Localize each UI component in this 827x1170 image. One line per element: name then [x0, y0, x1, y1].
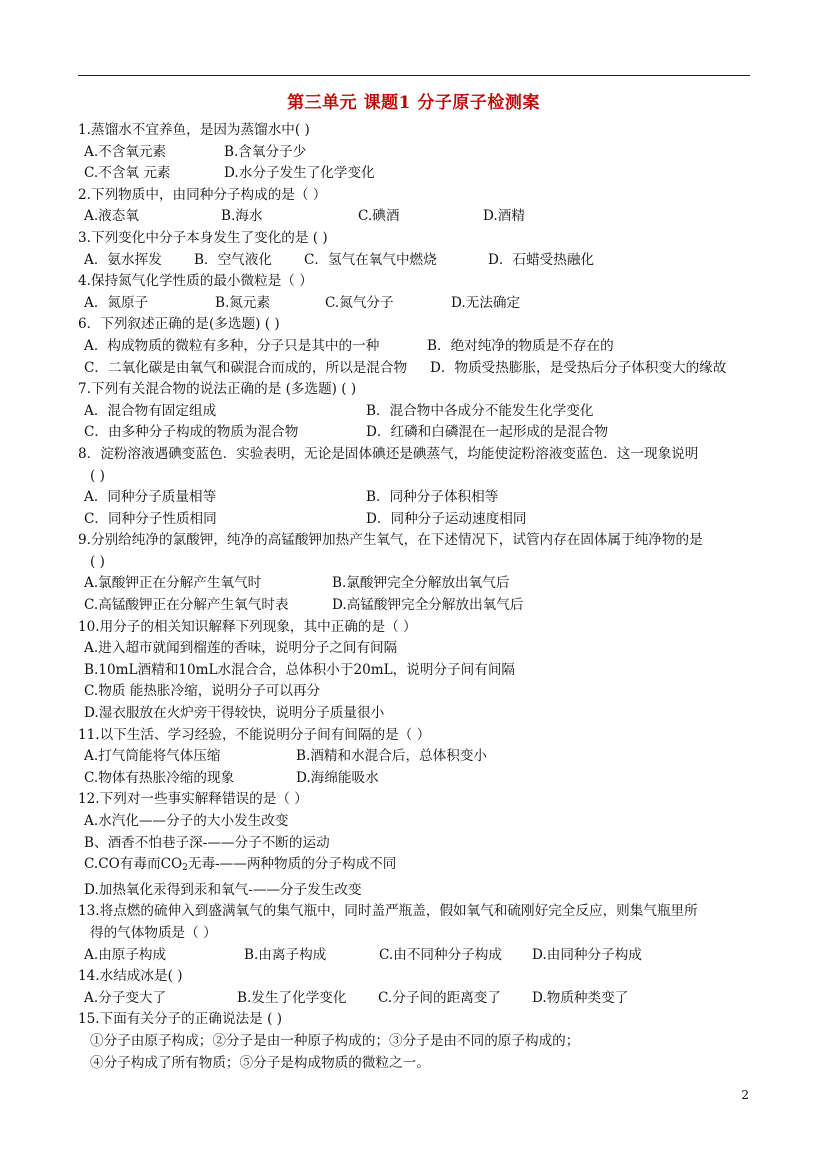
options-row: [78, 509, 754, 531]
option-b: B.发生了化学变化: [237, 989, 347, 1006]
option-c: C.分子间的距离变了: [378, 989, 501, 1006]
question-6: 6．下列叙述正确的是(多选题) ( ): [78, 316, 280, 333]
option-c: C.由不同种分子构成: [379, 946, 502, 963]
answer-blank: ( ): [90, 467, 105, 484]
option-d: D.物质种类变了: [532, 989, 629, 1006]
statement-line-1: ①分子由原子构成；②分子是由一种原子构成的；③分子是由不同的原子构成的；: [90, 1032, 580, 1049]
option-a: A．氨水挥发: [84, 251, 162, 268]
option-b: B．绝对纯净的物质是不存在的: [427, 337, 614, 354]
option-d: D.无法确定: [451, 294, 521, 311]
question-10: 10.用分子的相关知识解释下列现象，其中正确的是（ ）: [78, 618, 417, 635]
page-title: 第三单元 课题1 分子原子检测案: [287, 93, 540, 113]
option-a: A.由原子构成: [84, 946, 167, 963]
option-a: A.氯酸钾正在分解产生氧气时: [84, 575, 262, 592]
options-row: [78, 293, 754, 315]
option-b: B.海水: [221, 208, 263, 225]
option-d: D.加热氧化汞得到汞和氧气-——分子发生改变: [84, 881, 362, 898]
option-c: C.高锰酸钾正在分解产生氧气时表: [84, 597, 289, 614]
option-c: C．由多种分子构成的物质为混合物: [84, 424, 299, 441]
option-c: C．二氧化碳是由氧气和碳混合而成的，所以是混合物: [84, 359, 408, 376]
question-list: [78, 120, 754, 1074]
option-d: D.由同种分子构成: [532, 946, 642, 963]
options-row: [78, 401, 754, 423]
option-b: B.氮元素: [215, 294, 271, 311]
option-b: B．混合物中各成分不能发生化学变化: [366, 402, 594, 419]
options-row: [78, 487, 754, 509]
options-row: [78, 573, 754, 595]
option-c-text-tail: 无毒-——两种物质的分子构成不同: [187, 856, 397, 873]
question-7: 7.下列有关混合物的说法正确的是 (多选题) ( ): [78, 381, 357, 398]
option-d: D.水分子发生了化学变化: [224, 165, 375, 182]
option-c: C.碘酒: [358, 208, 400, 225]
option-a: A.不含氧元素: [84, 143, 167, 160]
option-b: B.酒精和水混合后，总体积变小: [296, 748, 488, 765]
question-9: 9.分别给纯净的氯酸钾，纯净的高锰酸钾加热产生氧气，在下述情况下，试管内存在固体属于纯净物的是: [78, 532, 703, 549]
option-d: D．石蜡受热融化: [488, 251, 595, 268]
option-d: D.湿衣服放在火炉旁干得较快，说明分子质量很小: [84, 705, 385, 722]
question-4: 4.保持氮气化学性质的最小微粒是（ ）: [78, 273, 313, 290]
option-c: C．氢气在氧气中燃烧: [304, 251, 437, 268]
options-row: [78, 250, 754, 272]
option-a: A．混合物有固定组成: [84, 402, 217, 419]
question-14: 14.水结成冰是( ): [78, 968, 183, 985]
option-d: D.高锰酸钾完全分解放出氧气后: [332, 597, 524, 614]
question-12: 12.下列对一些事实解释错误的是（ ）: [78, 791, 308, 808]
option-d: D．物质受热膨胀，是受热后分子体积变大的缘故: [430, 359, 727, 376]
options-row: [78, 746, 754, 768]
option-b: B．空气液化: [194, 251, 272, 268]
question-15: 15.下面有关分子的正确说法是 ( ): [78, 1011, 282, 1028]
option-b: B.氯酸钾完全分解放出氧气后: [332, 575, 510, 592]
options-row: [78, 595, 754, 617]
option-c: C.物体有热胀冷缩的现象: [84, 769, 235, 786]
options-row: [78, 422, 754, 444]
option-b: B、酒香不怕巷子深-——分子不断的运动: [84, 834, 330, 851]
subscript: 2: [182, 863, 188, 874]
options-row: [78, 206, 754, 228]
options-row: [78, 945, 754, 967]
options-row: [78, 142, 754, 164]
statement-line-2: ④分子构成了所有物质；⑤分子是构成物质的微粒之一。: [90, 1054, 430, 1071]
option-a: A．氮原子: [84, 294, 149, 311]
options-row: [78, 768, 754, 790]
option-d: D.酒精: [483, 208, 525, 225]
question-8: 8．淀粉溶液遇碘变蓝色．实验表明，无论是固体碘还是碘蒸气，均能使淀粉溶液变蓝色．这一现象说明: [78, 445, 699, 462]
option-c: C.物质 能热胀冷缩，说明分子可以再分: [84, 683, 321, 700]
option-c: C．同种分子性质相同: [84, 510, 217, 527]
option-d: D．同种分子运动速度相同: [366, 510, 527, 527]
option-b: B.含氧分子少: [224, 143, 307, 160]
option-a: A.分子变大了: [84, 989, 167, 1006]
option-c: [78, 854, 754, 880]
option-a: A.进入超市就闻到榴莲的香味，说明分子之间有间隔: [84, 640, 398, 657]
question-13-cont: 得的气体物质是（ ）: [90, 924, 217, 941]
option-b: B.10mL酒精和10mL水混合合，总体积小于20mL，说明分子间有间隔: [84, 661, 516, 678]
question-2: 2.下列物质中，由同种分子构成的是（ ）: [78, 186, 327, 203]
options-row: [78, 163, 754, 185]
option-c: C.不含氧 元素: [84, 165, 171, 182]
option-d: D.海绵能吸水: [296, 769, 379, 786]
option-a: A.水汽化——分子的大小发生改变: [84, 813, 289, 829]
option-a: A.打气筒能将气体压缩: [84, 748, 221, 765]
page-number: 2: [741, 1088, 749, 1102]
header-rule: [78, 75, 750, 76]
question-3: 3.下列变化中分子本身发生了变化的是 ( ): [78, 229, 328, 246]
answer-blank: ( ): [90, 553, 105, 570]
option-c-text: C.CO有毒而CO: [84, 856, 183, 873]
options-row: [78, 336, 754, 358]
question-13: 13.将点燃的硫伸入到盛满氧气的集气瓶中，同时盖严瓶盖，假如氧气和硫刚好完全反应，则集气瓶里所: [78, 903, 698, 920]
options-row: [78, 358, 754, 380]
option-c: C.氮气分子: [325, 294, 394, 311]
option-a: A．构成物质的微粒有多种，分子只是其中的一种: [84, 337, 380, 354]
option-a: A．同种分子质量相等: [84, 489, 217, 506]
option-b: B．同种分子体积相等: [366, 489, 499, 506]
option-d: D．红磷和白磷混在一起形成的是混合物: [366, 424, 608, 441]
question-1: 1.蒸馏水不宜养鱼，是因为蒸馏水中( ): [78, 122, 310, 138]
options-row: [78, 988, 754, 1010]
option-a: A.液态氧: [84, 208, 139, 225]
question-11: 11.以下生活、学习经验，不能说明分子间有间隔的是（ ）: [78, 726, 431, 743]
option-b: B.由离子构成: [244, 946, 327, 963]
